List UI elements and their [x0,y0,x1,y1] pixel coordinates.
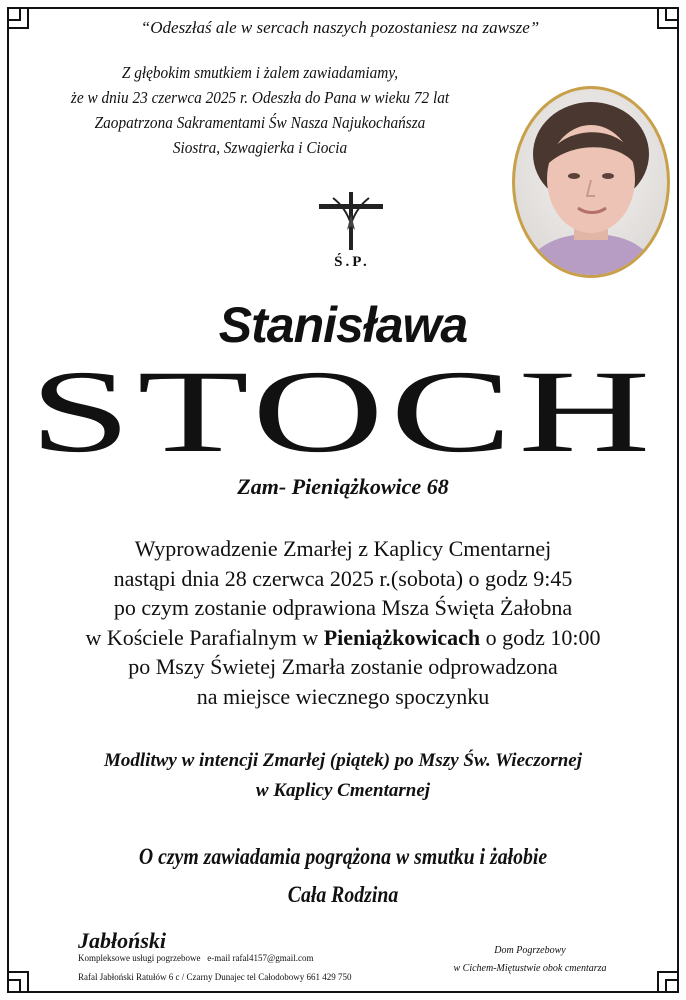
funeral-home-info [420,942,640,978]
corner-ornament-icon [646,8,678,40]
corner-ornament-icon [8,960,40,992]
parish-name: Pieniążkowicach [323,624,481,650]
prayer-info [0,746,686,806]
company-email: e-mail rafal4157@gmail.com [207,953,314,963]
funeral-home-title: Dom Pogrzebowy [494,945,566,956]
ceremony-line: Wyprowadzenie Zmarłej z Kaplicy Cmentarnej [134,536,552,561]
ceremony-line: na miejsce wiecznego spoczynku [196,683,490,709]
funeral-company-info [78,930,408,984]
corner-ornament-icon [646,960,678,992]
corner-ornament-icon [8,8,40,40]
funeral-home-location: w Cichem-Miętustwie obok cmentarza [453,963,607,974]
ceremony-text: w Kościele Parafialnym w [85,624,324,650]
ceremony-details [0,534,686,711]
ceremony-line: po czym zostanie odprawiona Msza Święta Żałobna [113,595,573,620]
intro-line: Z głębokim smutkiem i żalem zawiadamiamy, [121,63,399,82]
intro-line: Zaopatrzona Sakramentami Św Nasza Najukochańsza [94,113,426,132]
company-brand: Jabłoński [78,928,167,953]
closing-notice [0,838,686,914]
intro-line: Siostra, Szwagierka i Ciocia [172,138,348,157]
closing-line: O czym zawiadamia pogrążona w smutku i żałobie [138,844,548,869]
intro-line: że w dniu 23 czerwca 2025 r. Odeszła do Pana w wieku 72 lat [70,88,450,107]
cross-icon [313,190,389,252]
prayer-line: w Kaplicy Cmentarnej [255,780,431,801]
company-address: Rafal Jabłoński Ratułów 6 c / Czarny Dunajec tel Całodobowy 661 429 750 [78,972,352,982]
family-signature: Cała Rodzina [287,882,399,907]
portrait-photo [510,84,672,280]
ceremony-line [0,623,686,653]
memorial-quote: “Odeszłaś ale w sercach naszych pozostaniesz na zawsze” [140,18,540,37]
prayer-line: Modlitwy w intencji Zmarłej (piątek) po Mszy Św. Wieczornej [104,750,582,771]
ceremony-text: o godz 10:00 [480,624,601,650]
first-name: Stanisława [218,297,468,353]
ceremony-line: nastąpi dnia 28 czerwca 2025 r.(sobota) o godz 9:45 [113,565,573,591]
announcement-intro [40,60,480,160]
company-services: Kompleksowe usługi pogrzebowe e-mail rafal4157@gmail.com [78,953,314,963]
surname: STOCH [29,346,657,477]
sp-mark: Ś.P. [334,254,370,270]
ceremony-line: po Mszy Świetej Zmarła zostanie odprowadzona [128,654,558,679]
residence-address: Zam- Pieniążkowice 68 [237,474,449,499]
